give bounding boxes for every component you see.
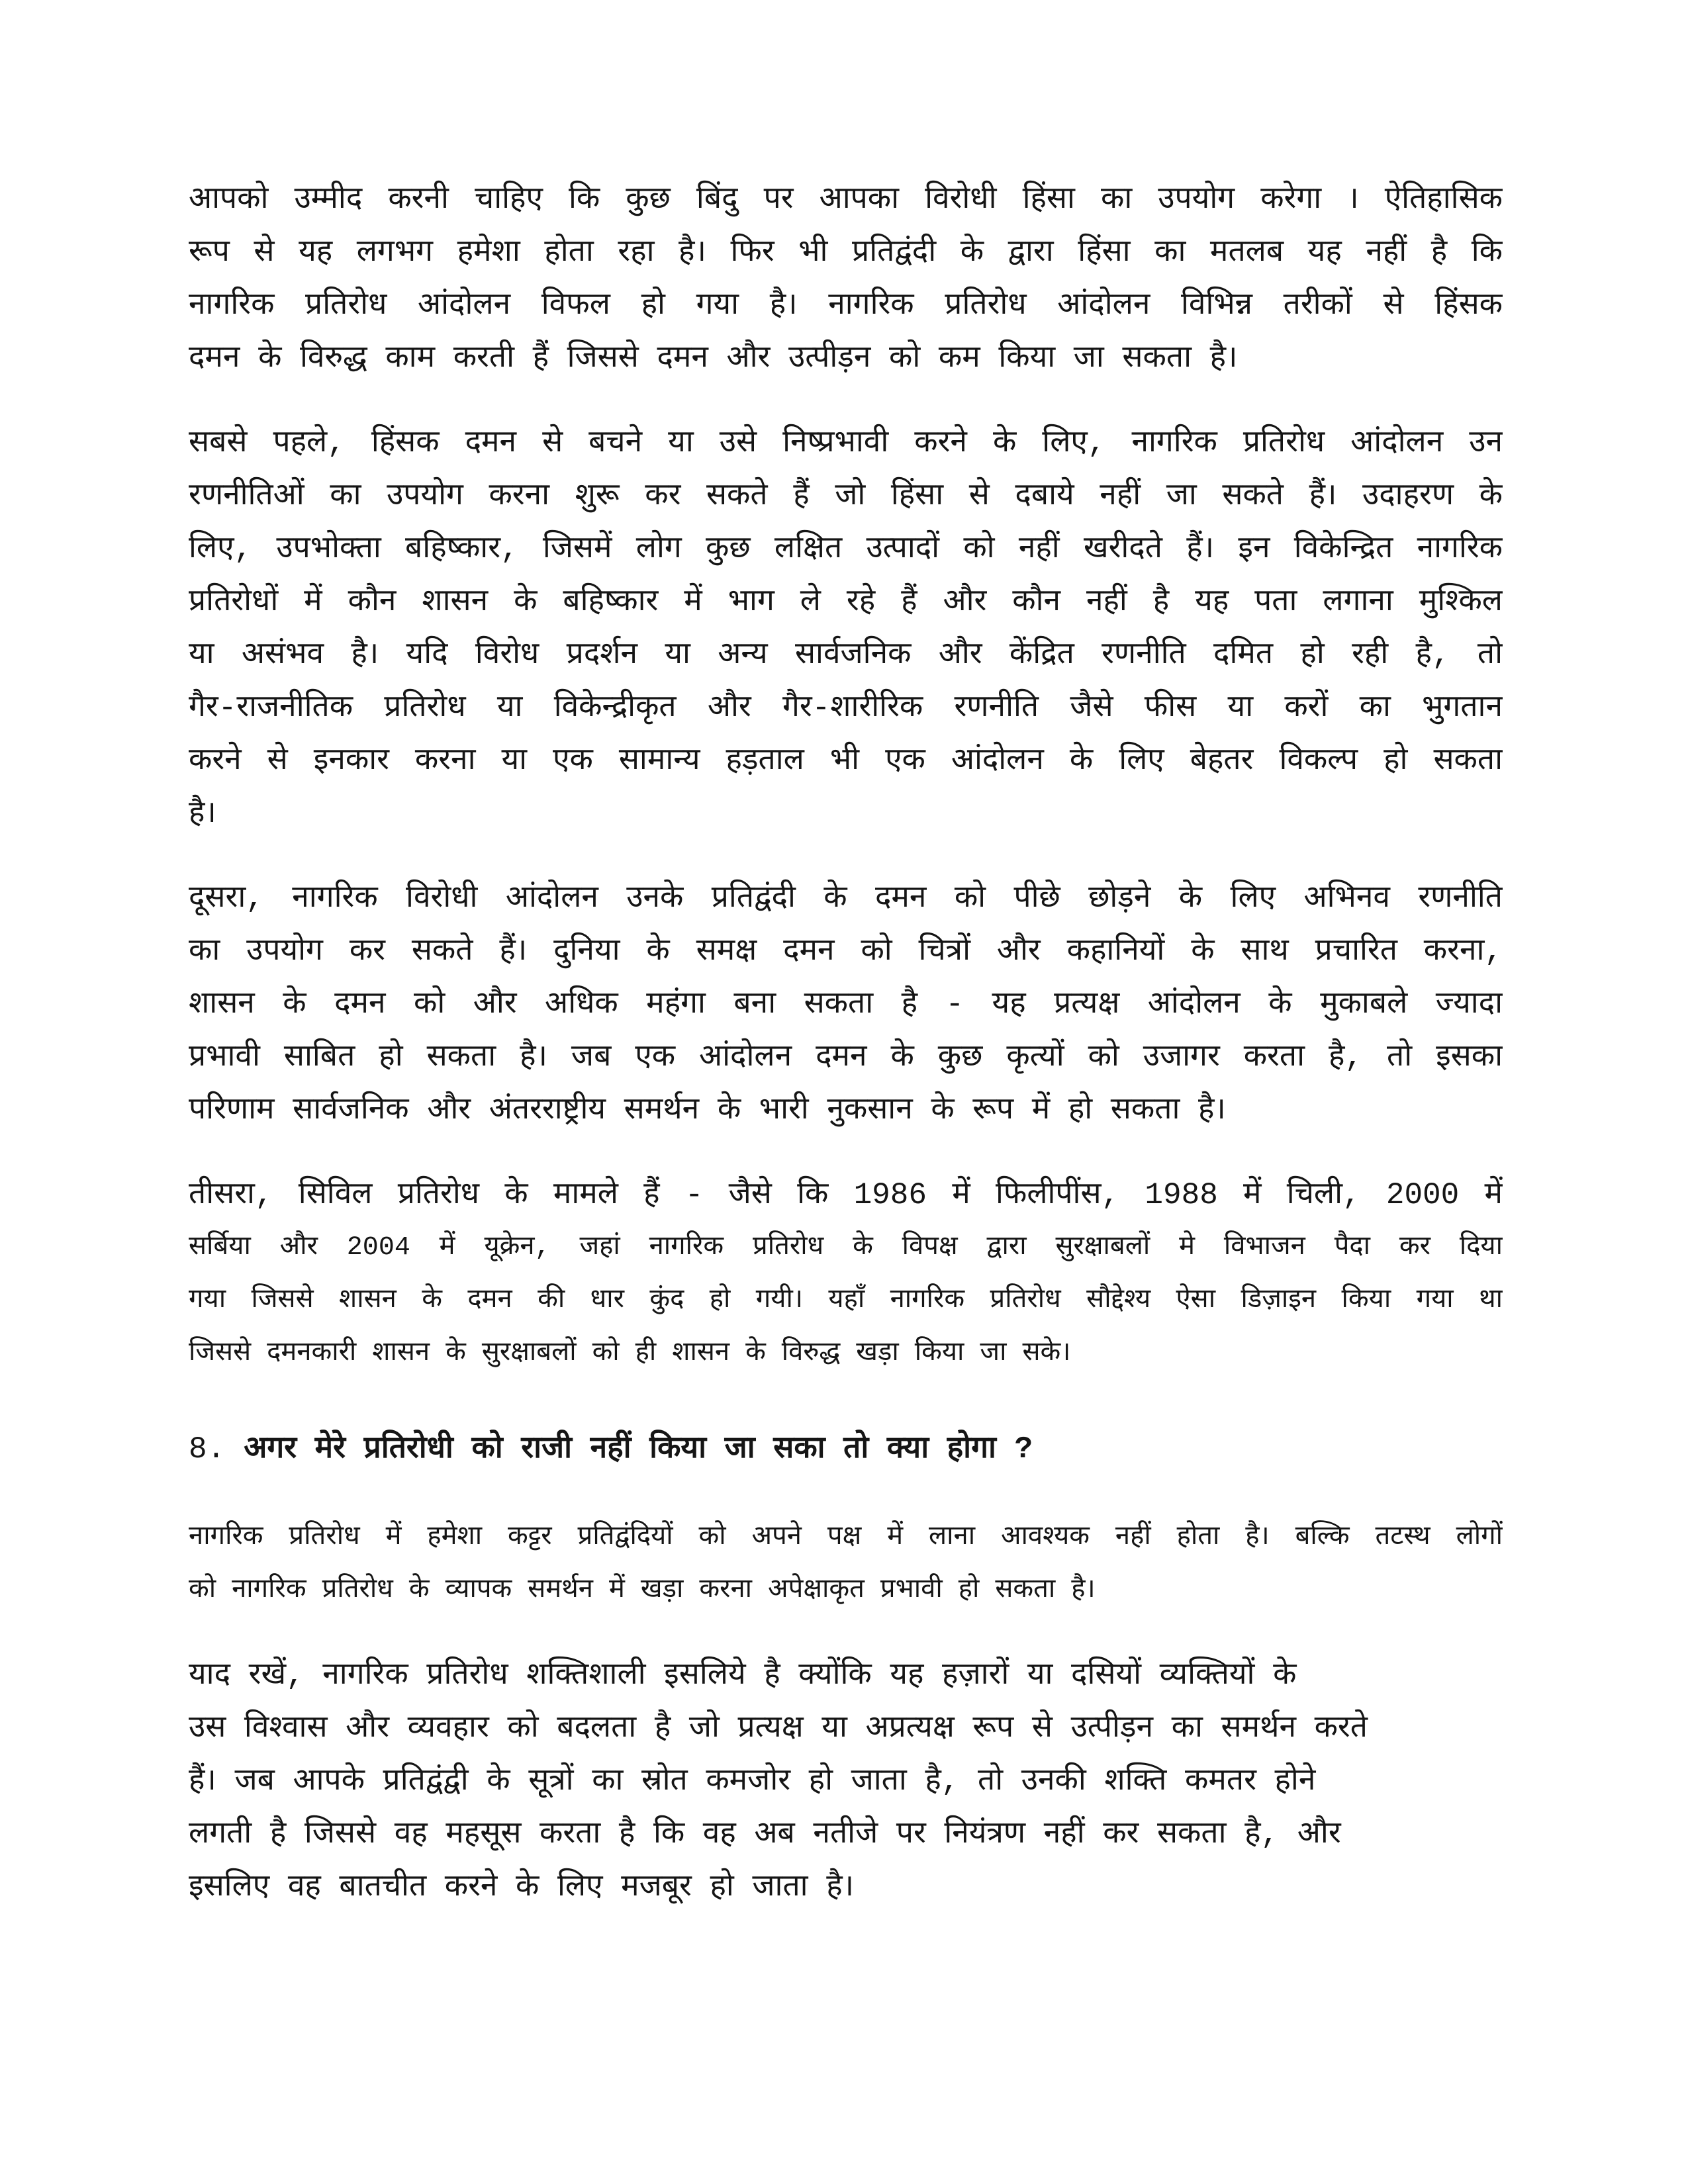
text-line: प्रतिरोधों में कौन शासन के बहिष्कार में भाग ले रहे हैं और कौन नहीं है यह पता लगाना मुश्किल bbox=[189, 585, 1503, 619]
text-line: नागरिक प्रतिरोध में हमेशा कट्टर प्रतिद्वंदियों को अपने पक्ष में लाना आवश्यक नहीं होता है। बल्कि तटस्थ लोगों bbox=[189, 1523, 1503, 1553]
text-line: रूप से यह लगभग हमेशा होता रहा है। फिर भी प्रतिद्वंदी के द्वारा हिंसा का मतलब यह नहीं है कि bbox=[189, 236, 1503, 270]
paragraph-3 bbox=[189, 872, 1503, 1137]
text-line: शासन के दमन को और अधिक महंगा बना सकता है - यह प्रत्यक्ष आंदोलन के मुकाबले ज्यादा bbox=[189, 987, 1503, 1022]
document-content bbox=[189, 173, 1503, 1946]
paragraph-4 bbox=[189, 1169, 1503, 1381]
text-line: या असंभव है। यदि विरोध प्रदर्शन या अन्य सार्वजनिक और केंद्रित रणनीति दमित हो रही है, तो bbox=[189, 638, 1503, 672]
text-line: का उपयोग कर सकते हैं। दुनिया के समक्ष दमन को चित्रों और कहानियों के साथ प्रचारित करना, bbox=[189, 934, 1503, 969]
paragraph-1 bbox=[189, 173, 1503, 385]
text-line: तीसरा, सिविल प्रतिरोध के मामले हैं - जैसे कि 1986 में फिलीपींस, 1988 में चिली, 2000 में bbox=[189, 1178, 1503, 1212]
paragraph-6 bbox=[189, 1649, 1503, 1914]
section-heading bbox=[189, 1423, 1503, 1476]
text-line: गया जिससे शासन के दमन की धार कुंद हो गयी। यहाँ नागरिक प्रतिरोध सौद्देश्य ऐसा डिज़ाइन किया गया था bbox=[189, 1286, 1503, 1316]
paragraph-5 bbox=[189, 1512, 1503, 1617]
text-line: याद रखें, नागरिक प्रतिरोध शक्तिशाली इसलिये है क्योंकि यह हज़ारों या दसियों व्यक्तियों के bbox=[189, 1659, 1297, 1693]
text-line: हैं। जब आपके प्रतिद्वंद्वी के सूत्रों का स्रोत कमजोर हो जाता है, तो उनकी शक्ति कमतर होने bbox=[189, 1764, 1316, 1799]
section-title: अगर मेरे प्रतिरोधी को राजी नहीं किया जा सका तो क्या होगा ? bbox=[244, 1432, 1033, 1467]
text-line: सर्बिया और 2004 में यूक्रेन, जहां नागरिक प्रतिरोध के विपक्ष द्वारा सुरक्षाबलों मे विभाजन पैदा कर दिया bbox=[189, 1233, 1503, 1263]
text-line: नागरिक प्रतिरोध आंदोलन विफल हो गया है। नागरिक प्रतिरोध आंदोलन विभिन्न तरीकों से हिंसक bbox=[189, 289, 1503, 323]
text-line: लगती है जिससे वह महसूस करता है कि वह अब नतीजे पर नियंत्रण नहीं कर सकता है, और bbox=[189, 1817, 1341, 1852]
text-line: दूसरा, नागरिक विरोधी आंदोलन उनके प्रतिद्वंदी के दमन को पीछे छोड़ने के लिए अभिनव रणनीति bbox=[189, 882, 1503, 916]
section-number: 8. bbox=[189, 1432, 226, 1467]
paragraph-2 bbox=[189, 417, 1503, 841]
text-line: उस विश्वास और व्यवहार को बदलता है जो प्रत्यक्ष या अप्रत्यक्ष रूप से उत्पीड़न का समर्थन करते bbox=[189, 1711, 1368, 1746]
text-line: आपको उम्मीद करनी चाहिए कि कुछ बिंदु पर आपका विरोधी हिंसा का उपयोग करेगा । ऐतिहासिक bbox=[189, 183, 1503, 217]
text-line: को नागरिक प्रतिरोध के व्यापक समर्थन में खड़ा करना अपेक्षाकृत प्रभावी हो सकता है। bbox=[189, 1576, 1096, 1606]
text-line: परिणाम सार्वजनिक और अंतरराष्ट्रीय समर्थन के भारी नुकसान के रूप में हो सकता है। bbox=[189, 1093, 1226, 1128]
text-line: प्रभावी साबित हो सकता है। जब एक आंदोलन दमन के कुछ कृत्यों को उजागर करता है, तो इसका bbox=[189, 1040, 1503, 1075]
text-line: लिए, उपभोक्ता बहिष्कार, जिसमें लोग कुछ लक्षित उत्पादों को नहीं खरीदते हैं। इन विकेन्द्रित नागरिक bbox=[189, 532, 1503, 567]
text-line: रणनीतिओं का उपयोग करना शुरू कर सकते हैं जो हिंसा से दबाये नहीं जा सकते हैं। उदाहरण के bbox=[189, 479, 1503, 514]
text-line: दमन के विरुद्ध काम करती हैं जिससे दमन और उत्पीड़न को कम किया जा सकता है। bbox=[189, 341, 1238, 376]
text-line: करने से इनकार करना या एक सामान्य हड़ताल भी एक आंदोलन के लिए बेहतर विकल्प हो सकता bbox=[189, 744, 1503, 778]
text-line: गैर-राजनीतिक प्रतिरोध या विकेन्द्रीकृत और गैर-शारीरिक रणनीति जैसे फीस या करों का भुगतान bbox=[189, 691, 1503, 725]
text-line: है। bbox=[189, 797, 216, 831]
text-line: सबसे पहले, हिंसक दमन से बचने या उसे निष्प्रभावी करने के लिए, नागरिक प्रतिरोध आंदोलन उन bbox=[189, 426, 1503, 461]
text-line: इसलिए वह बातचीत करने के लिए मजबूर हो जाता है। bbox=[189, 1870, 855, 1905]
text-line: जिससे दमनकारी शासन के सुरक्षाबलों को ही शासन के विरुद्ध खड़ा किया जा सके। bbox=[189, 1339, 1071, 1369]
